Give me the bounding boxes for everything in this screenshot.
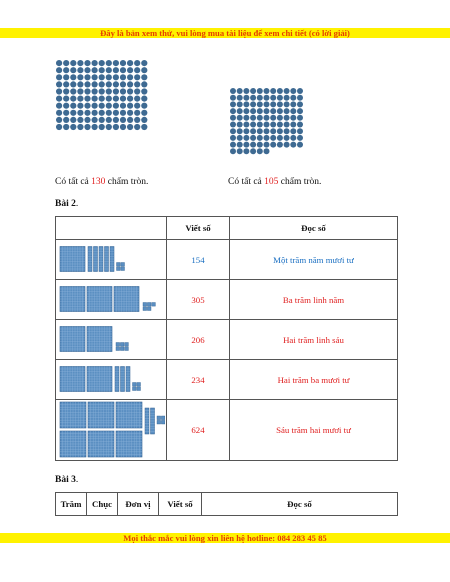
blocks-cell: [56, 400, 167, 461]
table-row: [56, 320, 398, 360]
dot-grid-105: [230, 88, 310, 162]
header-don-vi: Đơn vị: [118, 493, 159, 516]
header-chuc: Chục: [87, 493, 118, 516]
blocks-cell: [56, 240, 167, 280]
header-doc-so: Đọc số: [230, 217, 398, 240]
bai3-header-row: [56, 493, 398, 516]
hotline-banner: Mọi thắc mắc vui lòng xin liên hệ hotline: 084 283 45 85: [0, 533, 450, 543]
bai2-header-row: [56, 217, 398, 240]
header-tram: Trăm: [56, 493, 87, 516]
base-ten-blocks: [57, 281, 165, 317]
doc-so-cell: Ba trăm linh năm: [230, 280, 398, 320]
header-viet-so: Viết số: [167, 217, 230, 240]
viet-so-cell: 305: [167, 280, 230, 320]
base-ten-blocks: [57, 241, 165, 277]
doc-so-cell: Một trăm năm mươi tư: [230, 240, 398, 280]
bai3-table: [55, 492, 398, 516]
preview-banner: Đây là bản xem thử, vui lòng mua tài liệu để xem chi tiết (có lời giải): [0, 28, 450, 38]
table-row: [56, 400, 398, 461]
table-row: [56, 280, 398, 320]
viet-so-cell: 154: [167, 240, 230, 280]
bai2-table: [55, 216, 398, 461]
blocks-cell: [56, 320, 167, 360]
viet-so-cell: 206: [167, 320, 230, 360]
viet-so-cell: 234: [167, 360, 230, 400]
blocks-cell: [56, 280, 167, 320]
caption-left: Có tất cả 130 chấm tròn.: [55, 177, 149, 187]
table-row: [56, 240, 398, 280]
count-right: 105: [264, 177, 279, 187]
viet-so-cell: 624: [167, 400, 230, 461]
header-viet-so: Viết số: [159, 493, 202, 516]
doc-so-cell: Hai trăm ba mươi tư: [230, 360, 398, 400]
blank-header-cell: [56, 217, 167, 240]
bai3-heading: Bài 3.: [55, 475, 79, 485]
doc-so-cell: Hai trăm linh sáu: [230, 320, 398, 360]
count-left: 130: [91, 177, 106, 187]
table-row: [56, 360, 398, 400]
doc-so-cell: Sáu trăm hai mươi tư: [230, 400, 398, 461]
caption-right: Có tất cả 105 chấm tròn.: [228, 177, 322, 187]
dot-grid-130: [56, 60, 156, 140]
header-doc-so: Đọc số: [202, 493, 398, 516]
base-ten-blocks: [57, 321, 165, 357]
bai2-heading: Bài 2.: [55, 199, 79, 209]
blocks-cell: [56, 360, 167, 400]
base-ten-blocks: [57, 361, 165, 397]
base-ten-blocks: [57, 400, 165, 458]
